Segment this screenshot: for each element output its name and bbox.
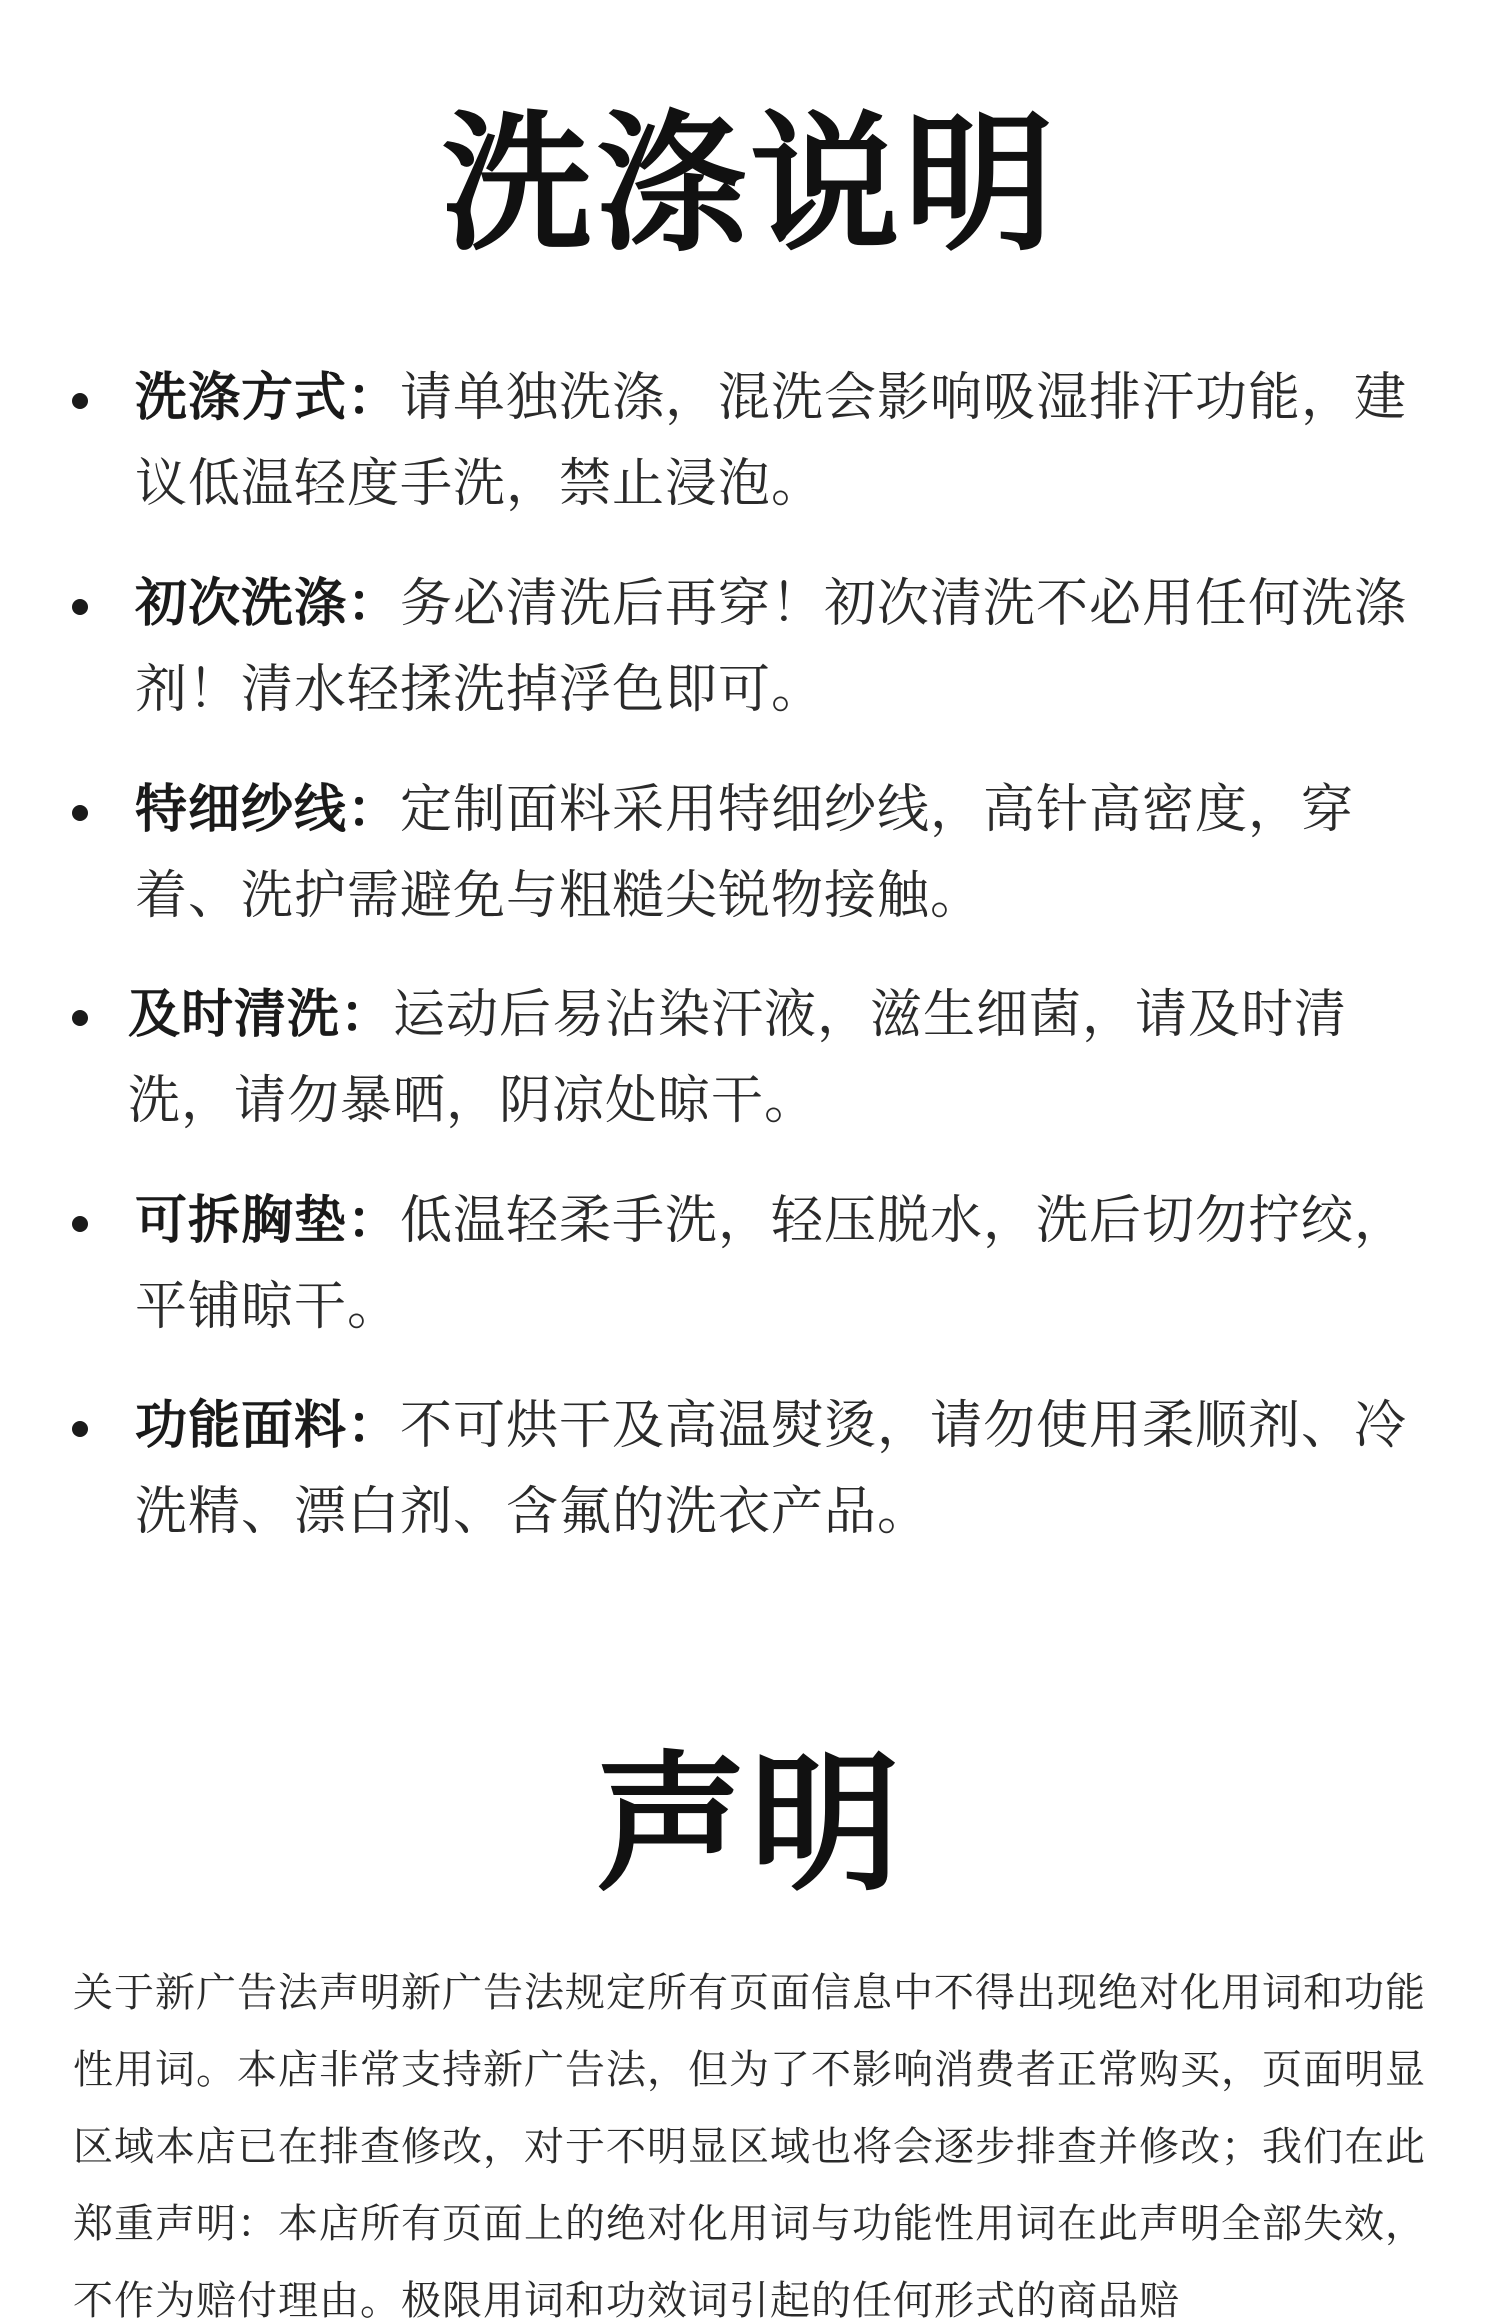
care-item-text bbox=[135, 355, 1435, 527]
list-item bbox=[0, 561, 1500, 741]
care-item-text bbox=[135, 1383, 1435, 1555]
list-item bbox=[0, 972, 1500, 1152]
bullet-icon bbox=[72, 599, 88, 615]
list-item bbox=[0, 1383, 1500, 1563]
care-item-label: 功能面料： bbox=[135, 1396, 401, 1456]
list-item bbox=[0, 1178, 1500, 1358]
list-item bbox=[0, 355, 1500, 535]
care-item-label: 可拆胸垫： bbox=[135, 1191, 401, 1251]
care-item-body: 运动后易沾染汗液，滋生细菌，请及时清洗，请勿暴晒，阴凉处晾干。 bbox=[128, 985, 1348, 1131]
care-item-body: 低温轻柔手洗，轻压脱水，洗后切勿拧绞，平铺晾干。 bbox=[135, 1191, 1408, 1337]
care-item-body: 定制面料采用特细纱线，高针高密度，穿着、洗护需避免与粗糙尖锐物接触。 bbox=[135, 780, 1355, 926]
bullet-icon bbox=[72, 393, 88, 409]
care-item-label: 特细纱线： bbox=[135, 780, 401, 840]
care-item-body: 不可烘干及高温熨烫，请勿使用柔顺剂、冷洗精、漂白剂、含氟的洗衣产品。 bbox=[135, 1396, 1408, 1542]
declaration-title: 声明 bbox=[595, 1738, 904, 1912]
list-item bbox=[0, 767, 1500, 947]
bullet-icon bbox=[72, 805, 88, 821]
bullet-icon bbox=[72, 1216, 88, 1232]
care-item-label: 及时清洗： bbox=[128, 985, 394, 1045]
bullet-icon bbox=[72, 1421, 88, 1437]
bullet-icon bbox=[72, 1010, 88, 1026]
washing-instructions-title: 洗涤说明 bbox=[441, 98, 1058, 272]
care-item-text bbox=[128, 972, 1428, 1144]
care-item-label: 洗涤方式： bbox=[135, 368, 401, 428]
care-item-text bbox=[135, 561, 1435, 733]
declaration-body: 关于新广告法声明新广告法规定所有页面信息中不得出现绝对化用词和功能性用词。本店非常支持新广告法，但为了不影响消费者正常购买，页面明显区域本店已在排查修改，对于不明显区域也将会逐步排查并修改；我们在此郑重声明：本店所有页面上的绝对化用词与功能性用词在此声明全部失效，不作为赔付理由。极限用词和功效词引起的任何形式的商品赔 bbox=[73, 1970, 1426, 2322]
care-item-text bbox=[135, 1178, 1435, 1350]
care-item-body: 请单独洗涤，混洗会影响吸湿排汗功能，建议低温轻度手洗，禁止浸泡。 bbox=[135, 368, 1408, 514]
care-item-body: 务必清洗后再穿！初次清洗不必用任何洗涤剂！清水轻揉洗掉浮色即可。 bbox=[135, 574, 1408, 720]
care-item-label: 初次洗涤： bbox=[135, 574, 401, 634]
care-item-text bbox=[135, 767, 1435, 939]
